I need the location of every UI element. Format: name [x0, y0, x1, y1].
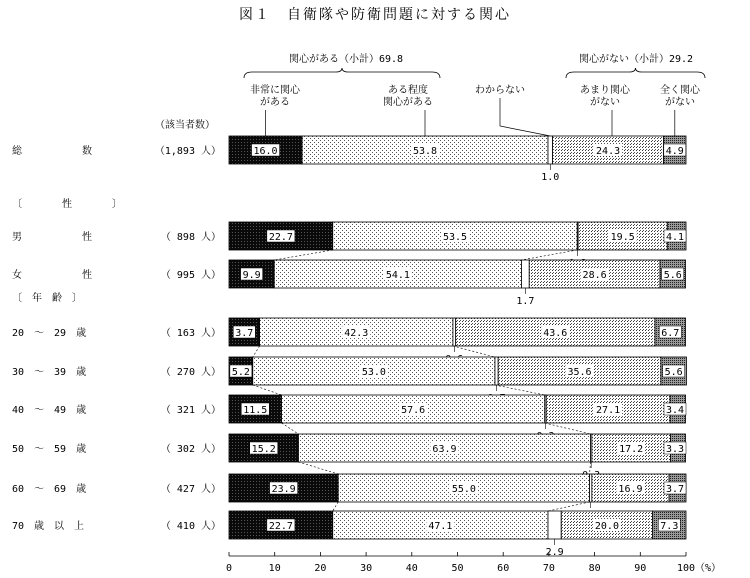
x-tick-label: 30 — [360, 563, 373, 574]
x-tick-label: 0 — [225, 563, 233, 574]
data-label: 53.5 — [442, 232, 468, 243]
data-label: 5.6 — [663, 270, 682, 281]
legend-label: あまり関心 — [580, 85, 630, 96]
data-label: 42.3 — [344, 328, 369, 339]
x-tick-label: 60 — [497, 563, 510, 574]
data-label: 22.7 — [268, 232, 293, 243]
data-label: 6.7 — [661, 328, 680, 339]
legend-label: 非常に関心 — [250, 85, 300, 96]
data-label: 5.2 — [231, 367, 250, 378]
row-respondents: （ 270 人） — [160, 367, 221, 378]
legend-leader-line — [500, 98, 550, 136]
data-label: 17.2 — [619, 444, 644, 455]
data-label: 54.1 — [385, 270, 410, 281]
data-label: 27.1 — [596, 405, 621, 416]
data-label: 15.2 — [251, 444, 276, 455]
data-label: 1.7 — [516, 296, 535, 307]
x-axis-units: （%） — [695, 563, 722, 574]
bar-segment — [521, 260, 529, 288]
legend — [155, 52, 705, 136]
data-label: 4.1 — [665, 232, 685, 243]
data-label: 16.9 — [618, 484, 643, 495]
data-label: 47.1 — [428, 521, 453, 532]
connector-line — [253, 385, 282, 395]
data-label: 3.3 — [665, 444, 685, 455]
subtotal-bracket — [244, 68, 440, 78]
connector-line — [298, 462, 338, 474]
section-label: 〔 年 齢 〕 — [12, 293, 82, 304]
row-respondents: （ 427 人） — [160, 484, 221, 495]
legend-label: 全く関心 — [660, 85, 700, 96]
data-label: 11.5 — [243, 405, 268, 416]
connector-line — [282, 423, 299, 434]
bar-segment — [495, 357, 498, 385]
data-label: 19.5 — [610, 232, 635, 243]
x-tick-label: 50 — [451, 563, 464, 574]
row-respondents: （ 410 人） — [160, 521, 221, 532]
data-label: 23.9 — [271, 484, 296, 495]
data-label: 43.6 — [543, 328, 568, 339]
x-tick-label: 80 — [588, 563, 601, 574]
data-label: 3.7 — [235, 328, 254, 339]
row-category-label: 20 ～ 29 歳 — [12, 328, 87, 339]
row-category-label: 30 ～ 39 歳 — [12, 367, 87, 378]
data-label: 5.6 — [664, 367, 683, 378]
row-respondents: （1,893 人） — [154, 146, 221, 157]
data-label: 3.4 — [665, 405, 685, 416]
legend-label: わからない — [475, 85, 525, 96]
data-label: 28.6 — [582, 270, 607, 281]
data-label: 22.7 — [268, 521, 293, 532]
row-respondents: （ 898 人） — [160, 232, 221, 243]
data-label: 53.0 — [361, 367, 386, 378]
row-category-label: 総 数 — [12, 146, 92, 157]
legend-label: がない — [590, 97, 620, 108]
data-label: 53.8 — [413, 146, 438, 157]
x-axis — [226, 552, 721, 574]
row-respondents: （ 321 人） — [160, 405, 221, 416]
x-tick-label: 20 — [314, 563, 327, 574]
data-label: 55.0 — [451, 484, 476, 495]
row-category-label: 女 性 — [12, 270, 92, 281]
bar-segment — [548, 136, 553, 164]
row-category-label: 70 歳 以 上 — [12, 521, 85, 532]
respondents-header: （該当者数） — [155, 120, 215, 131]
row-category-label: 60 ～ 69 歳 — [12, 484, 87, 495]
legend-label: 関心がある — [383, 97, 433, 108]
bracket-label: 関心がある（小計）69.8 — [288, 54, 404, 65]
bar-segment — [453, 318, 456, 346]
data-label: 9.9 — [242, 270, 261, 281]
data-label: 4.9 — [665, 146, 684, 157]
data-label: 7.3 — [660, 521, 679, 532]
data-label: 3.7 — [665, 484, 685, 495]
chart-title: 図１ 自衛隊や防衛問題に対する関心 — [239, 7, 511, 23]
row-category-label: 男 性 — [12, 232, 92, 243]
data-label: 16.0 — [253, 146, 278, 157]
data-label: 57.6 — [401, 405, 426, 416]
subtotal-bracket — [566, 68, 705, 78]
legend-label: がある — [260, 97, 290, 108]
bracket-label: 関心がない（小計）29.2 — [578, 54, 694, 65]
bar-segment — [548, 511, 561, 539]
data-label: 1.0 — [541, 172, 560, 183]
section-label: 〔 性 〕 — [12, 199, 122, 210]
x-tick-label: 70 — [542, 563, 555, 574]
row-respondents: （ 163 人） — [160, 328, 221, 339]
row-respondents: （ 995 人） — [160, 270, 221, 281]
legend-label: がない — [665, 97, 695, 108]
data-label: 24.3 — [596, 146, 621, 157]
bar-rows — [12, 136, 686, 558]
legend-label: ある程度 — [388, 85, 428, 96]
x-tick-label: 10 — [268, 563, 281, 574]
row-respondents: （ 302 人） — [160, 444, 221, 455]
connector-line — [253, 346, 260, 357]
data-label: 2.9 — [545, 547, 564, 558]
x-tick-label: 40 — [405, 563, 418, 574]
connector-line — [274, 250, 332, 260]
data-label: 20.0 — [594, 521, 619, 532]
x-tick-label: 90 — [634, 563, 647, 574]
row-category-label: 50 ～ 59 歳 — [12, 444, 87, 455]
x-tick-label: 100 — [676, 563, 696, 574]
connector-line — [333, 502, 338, 511]
data-label: 63.9 — [432, 444, 457, 455]
row-category-label: 40 ～ 49 歳 — [12, 405, 87, 416]
data-label: 35.6 — [567, 367, 592, 378]
